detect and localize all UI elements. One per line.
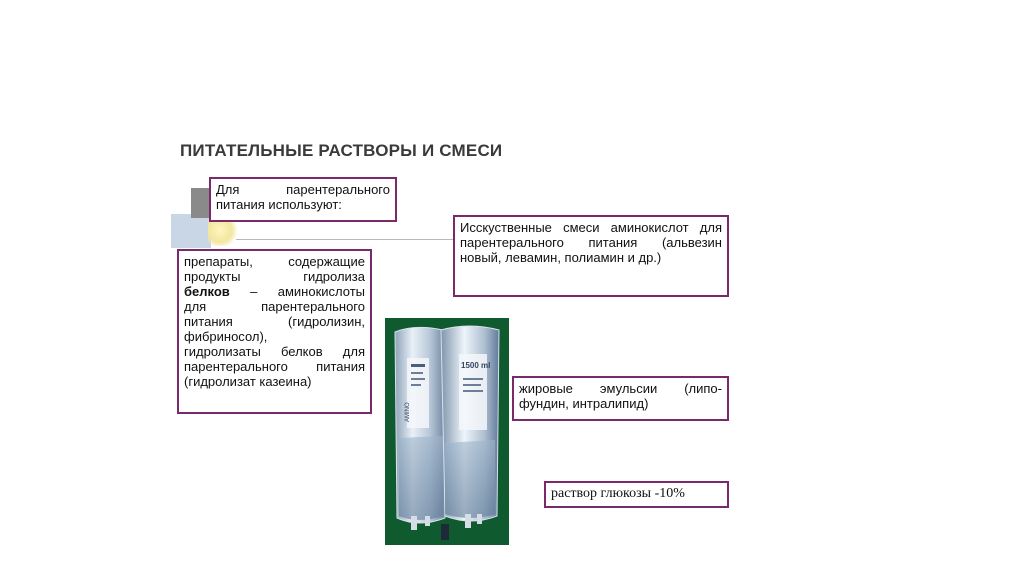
prep-line-6: фибриносол), bbox=[184, 329, 268, 344]
prep-line-3-rest: – аминокислоты bbox=[229, 284, 365, 299]
decorative-blue-square bbox=[171, 214, 211, 248]
prep-line-1: препараты, содержащие bbox=[184, 254, 365, 269]
prep-line-5: питания (гидролизин, bbox=[184, 314, 365, 329]
prep-line-4: для парентерального bbox=[184, 299, 365, 314]
amino-acids-box bbox=[453, 215, 729, 297]
amino-line-3: новый, левамин, полиамин и др.) bbox=[460, 250, 662, 265]
glucose-box bbox=[544, 481, 729, 508]
prep-line-8: парентерального питания bbox=[184, 359, 365, 374]
fat-line-2: фундин, интралипид) bbox=[519, 396, 649, 411]
decorative-divider-line bbox=[236, 239, 454, 240]
fat-emulsions-box bbox=[512, 376, 729, 421]
decorative-yellow-glow bbox=[208, 220, 238, 246]
intro-line-2: питания используют: bbox=[216, 197, 342, 212]
prep-line-2: продукты гидролиза bbox=[184, 269, 365, 284]
intro-line-1: Для парентерального bbox=[216, 182, 390, 197]
prep-bold-word: белков bbox=[184, 284, 230, 299]
prep-line-9: (гидролизат казеина) bbox=[184, 374, 312, 389]
bag-label-left: AMINO bbox=[405, 402, 411, 422]
prep-line-7: гидролизаты белков для bbox=[184, 344, 365, 359]
preparations-box bbox=[177, 249, 372, 414]
glucose-text: раствор глюкозы -10% bbox=[551, 486, 685, 501]
bag-label-right: 1500 ml bbox=[461, 361, 491, 370]
slide-title: ПИТАТЕЛЬНЫЕ РАСТВОРЫ И СМЕСИ bbox=[180, 141, 503, 160]
iv-bags-photo bbox=[385, 318, 509, 545]
amino-line-2: парентерального питания (альвезин bbox=[460, 235, 722, 250]
fat-line-1: жировые эмульсии (липо- bbox=[519, 381, 722, 396]
prep-line-3 bbox=[184, 284, 365, 299]
intro-box bbox=[209, 177, 397, 222]
iv-bags-icon bbox=[385, 318, 509, 545]
amino-line-1: Исскуственные смеси аминокислот для bbox=[460, 220, 722, 235]
